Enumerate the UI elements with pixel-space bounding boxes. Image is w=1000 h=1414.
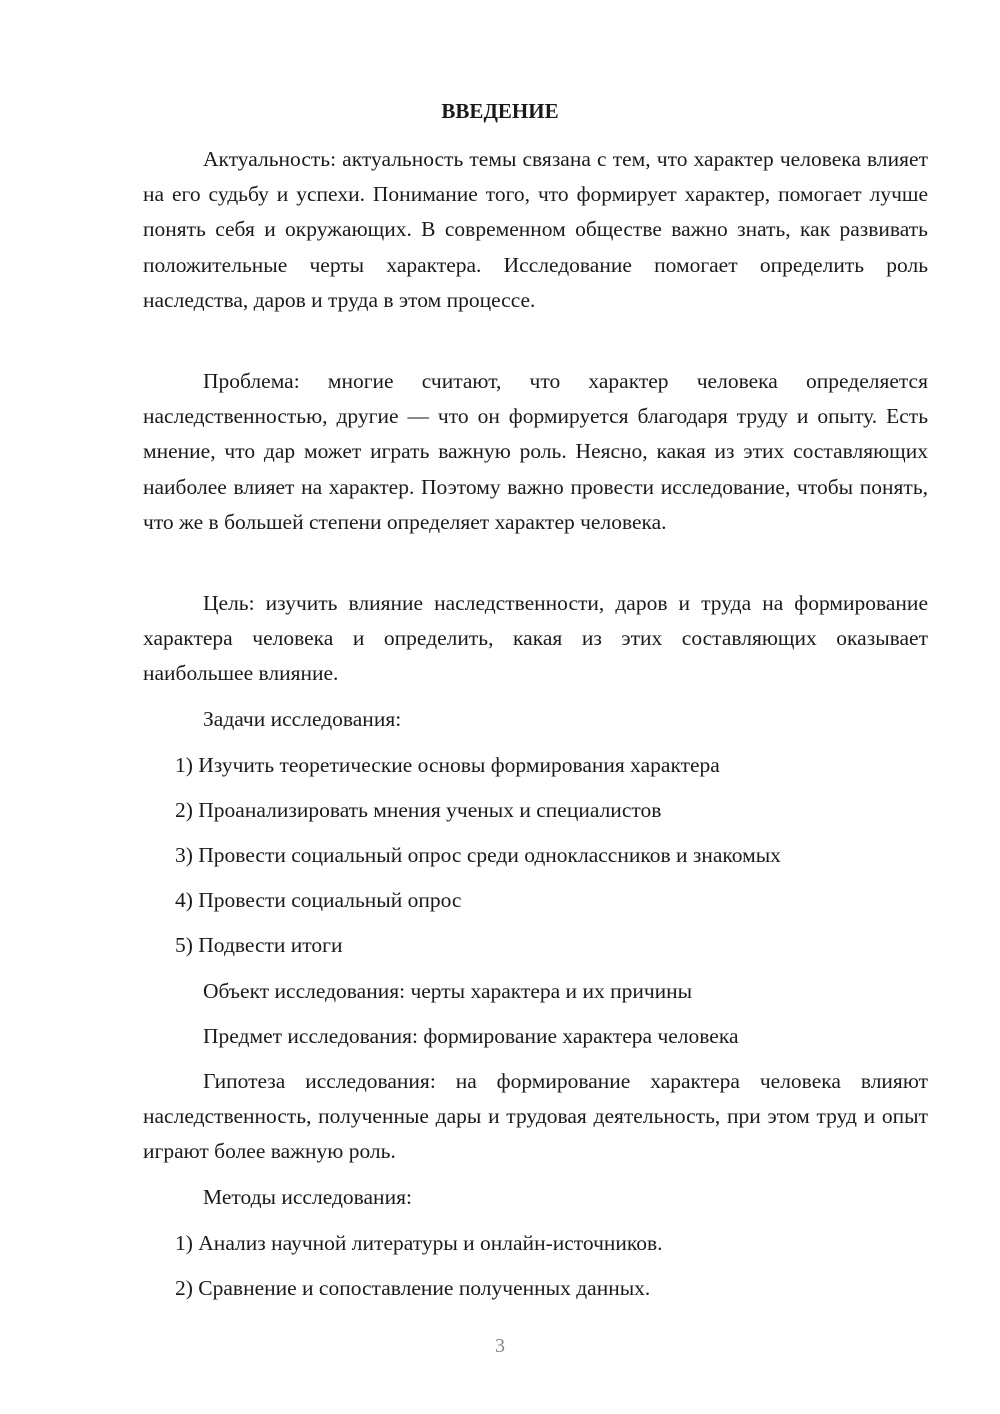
methods-heading: Методы исследования: (203, 1185, 412, 1209)
section-title: ВВЕДЕНИЕ (441, 99, 559, 123)
hypothesis-paragraph: Гипотеза исследования: на формирование характера человека влияют наследственность, полученные дары и трудовая деятельность, при этом труд и опыт играют более важную роль. (143, 1069, 928, 1164)
list-item: 1) Анализ научной литературы и онлайн-источников. (175, 1231, 663, 1255)
research-subject: Предмет исследования: формирование характера человека (203, 1024, 739, 1048)
list-item: 1) Изучить теоретические основы формирования характера (175, 753, 720, 777)
list-item: 5) Подвести итоги (175, 933, 343, 957)
page-number: 3 (495, 1335, 505, 1357)
tasks-heading: Задачи исследования: (203, 707, 402, 731)
list-item: 3) Провести социальный опрос среди одноклассников и знакомых (175, 843, 781, 867)
list-item: 2) Проанализировать мнения ученых и специалистов (175, 798, 662, 822)
list-item: 4) Провести социальный опрос (175, 888, 462, 912)
list-item: 2) Сравнение и сопоставление полученных данных. (175, 1276, 651, 1300)
relevance-paragraph: Актуальность: актуальность темы связана с тем, что характер человека влияет на его судьбу и успехи. Понимание того, что формирует характер, помогает лучше понять себя и окружающих. В современном обществе важно знать, как развивать положительные черты характера. Исследование помогает определить роль наследства, даров и труда в этом процессе. (143, 147, 928, 312)
research-object: Объект исследования: черты характера и их причины (203, 979, 693, 1003)
goal-paragraph: Цель: изучить влияние наследственности, даров и труда на формирование характера человека и определить, какая из этих составляющих оказывает наибольшее влияние. (143, 591, 928, 686)
problem-paragraph: Проблема: многие считают, что характер человека определяется наследственностью, другие — что он формируется благодаря труду и опыту. Есть мнение, что дар может играть важную роль. Неясно, какая из этих составляющих наиболее влияет на характер. Поэтому важно провести исследование, чтобы понять, что же в большей степени определяет характер человека. (143, 369, 928, 534)
